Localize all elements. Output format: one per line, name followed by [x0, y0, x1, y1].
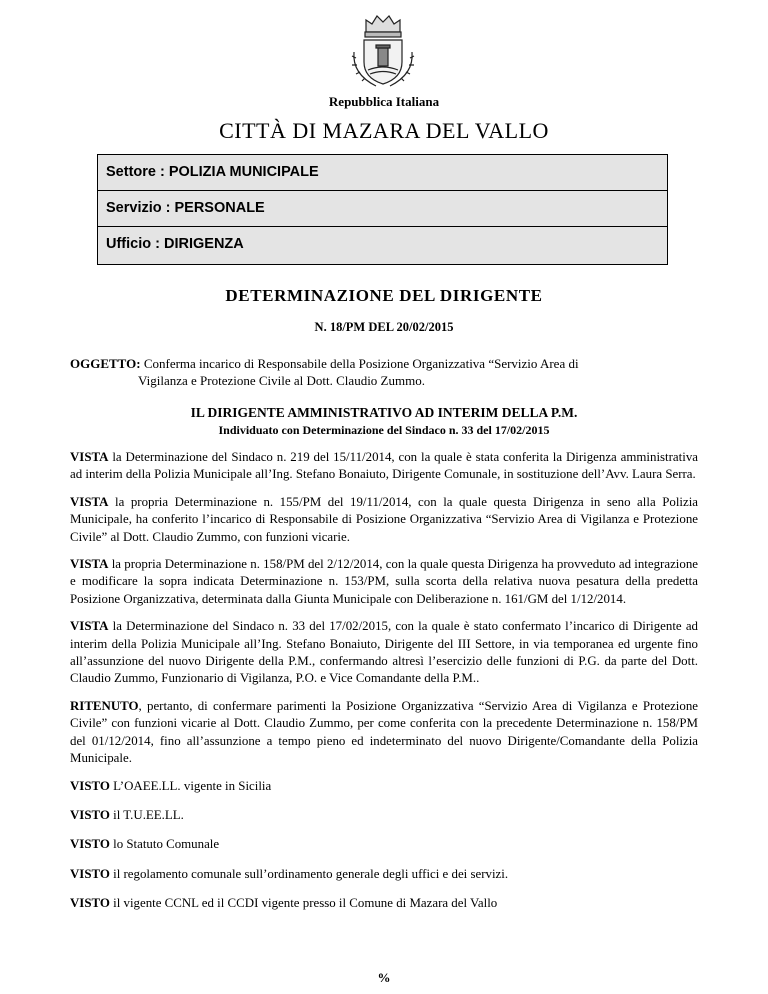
paragraph-text: il regolamento comunale sull’ordinamento generale degli uffici e dei servizi.: [109, 866, 509, 881]
paragraph-text: la propria Determinazione n. 155/PM del 19/11/2014, con la quale questa Dirigenza in seno alla Polizia Municipale, ha conferito l’incarico di Responsabile di Posizione Organizzativa “Servizio Area di Vigilanza e Protezione Civile” al Dott. Claudio Zummo, con funzioni vicarie.: [70, 494, 698, 544]
subject-label: OGGETTO:: [70, 356, 141, 371]
page-end-mark: %: [377, 970, 391, 985]
paragraph: [70, 449, 698, 484]
info-row-servizio: Servizio : PERSONALE: [98, 191, 667, 227]
subject-block: [70, 355, 710, 389]
paragraph-lead: VISTO: [70, 778, 110, 793]
city-title: CITTÀ DI MAZARA DEL VALLO: [219, 118, 549, 143]
info-row-ufficio: Ufficio : DIRIGENZA: [106, 236, 244, 252]
paragraph-text: lo Statuto Comunale: [109, 837, 220, 852]
paragraph-text: il vigente CCNL ed il CCDI vigente presso il Comune di Mazara del Vallo: [109, 896, 498, 911]
subject-line-2: Vigilanza e Protezione Civile al Dott. Claudio Zummo.: [138, 373, 425, 388]
info-box: [97, 154, 668, 265]
paragraph: [70, 556, 698, 608]
paragraph: [70, 778, 698, 795]
paragraph-lead: VISTA: [70, 557, 109, 572]
paragraph-text: la Determinazione del Sindaco n. 219 del 15/11/2014, con la quale è stata conferita la Dirigenza amministrativa ad interim della Polizia Municipale all’Ing. Stefano Bonaiuto, Dirigente Comunale, in sostituzione dell’Avv. Laura Serra.: [70, 450, 698, 482]
city-crest-emblem: [346, 12, 420, 90]
document-title: DETERMINAZIONE DEL DIRIGENTE: [225, 286, 543, 305]
paragraph: [70, 807, 698, 824]
authority-title: IL DIRIGENTE AMMINISTRATIVO AD INTERIM DELLA P.M.: [190, 405, 578, 420]
subject-line-1: Conferma incarico di Responsabile della Posizione Organizzativa “Servizio Area di: [143, 356, 579, 371]
paragraph-lead: VISTO: [70, 837, 110, 852]
paragraph-lead: VISTO: [70, 896, 110, 911]
paragraph-text: L’OAEE.LL. vigente in Sicilia: [109, 778, 272, 793]
paragraph: [70, 866, 698, 883]
paragraph-text: , pertanto, di confermare parimenti la Posizione Organizzativa “Servizio Area di Vigilanza e Protezione Civile” con funzioni vicarie al Dott. Claudio Zummo, per come conferita con la precedente Determinazione n. 158/PM del 01/12/2014, fino all’assunzione a tempo pieno ed indeterminato del nuovo Dirigente/Comandante della Polizia Municipale.: [70, 698, 698, 766]
paragraph-lead: VISTO: [70, 807, 110, 822]
authority-subtitle: Individuato con Determinazione del Sindaco n. 33 del 17/02/2015: [218, 423, 550, 437]
paragraph-text: la propria Determinazione n. 158/PM del 2/12/2014, con la quale questa Dirigenza ha provveduto ad integrazione e modificare la sopra indicata Determinazione n. 153/PM, sulla scorta della relativa nuova pesatura della predetta Posizione Organizzativa, determinata dalla Giunta Municipale con Deliberazione n. 161/GM del 1/12/2014.: [70, 557, 698, 606]
paragraph-lead: VISTA: [70, 450, 109, 464]
paragraph: [70, 836, 698, 853]
document-number: N. 18/PM DEL 20/02/2015: [314, 320, 454, 334]
paragraph: [70, 618, 698, 688]
info-row-settore: Settore : POLIZIA MUNICIPALE: [98, 155, 667, 191]
republic-label: Repubblica Italiana: [328, 94, 440, 109]
paragraph-lead: RITENUTO: [70, 698, 139, 713]
paragraph-text: il T.U.EE.LL.: [109, 807, 184, 822]
paragraph: [70, 494, 698, 546]
document-body: [70, 449, 698, 925]
paragraph-text: la Determinazione del Sindaco n. 33 del 17/02/2015, con la quale è stato confermato l’incarico di Dirigente ad interim della Polizia Municipale all’Ing. Stefano Bonaiuto, Dirigente del III Settore, in via temporanea ed urgente fino all’assunzione del nuovo Dirigente della P.M., confermando altresì l’esercizio delle funzioni di P.G. da parte del Dott. Claudio Zummo, Funzionario di Vigilanza, P.O. e Vice Comandante della P.M..: [70, 619, 698, 686]
paragraph-lead: VISTA: [70, 619, 109, 634]
paragraph-lead: VISTA: [70, 494, 109, 509]
paragraph: [70, 895, 698, 912]
paragraph: [70, 698, 698, 768]
paragraph-lead: VISTO: [70, 866, 110, 881]
